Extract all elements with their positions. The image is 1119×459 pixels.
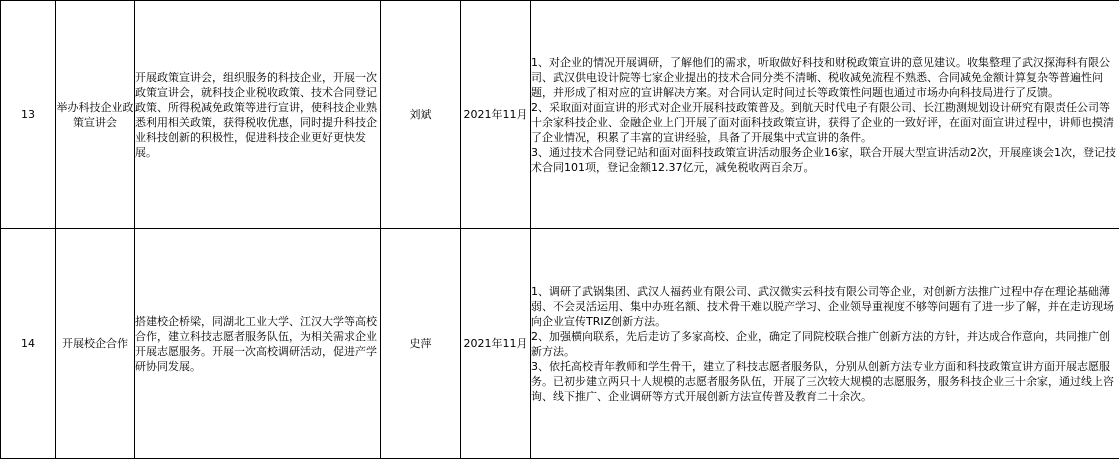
result-paragraph: 1、对企业的情况开展调研，了解他们的需求，听取做好科技和财税政策宣讲的意见建议。收集整理了武汉探海科有限公司、武汉供电设计院等七家企业提出的技术合同分类不清晰、税收减免流程不熟悉、合同减免金额计算复杂等普遍性问题，并形成了相对应的宣讲解决方案。对合同认定时间过长等政策性问题也通过市场办向科技局进行了反馈。 xyxy=(531,55,1110,99)
measures-cell: 开展政策宣讲会，组织服务的科技企业，开展一次政策宣讲会，就科技企业税收政策、技术合同登记政策、所得税减免政策等进行宣讲，使科技企业熟悉利用相关政策，获得税收优惠，同时提升科技企业科技创新的积极性，促进科技企业更好更快发展。 xyxy=(135,1,381,229)
result-paragraph: 3、依托高校青年教师和学生骨干，建立了科技志愿者服务队，分别从创新方法专业方面和科技政策宣讲方面开展志愿服务。已初步建立两只十人规模的志愿者服务队伍，开展了三次较大规模的志愿服务，服务科技企业三十余家，通过线上咨询、线下推广、企业调研等方式开展创新方法宣传普及教育二十余次。 xyxy=(531,359,1114,403)
table-row xyxy=(1,229,1119,459)
results-cell xyxy=(531,1,1119,229)
completion-date-cell: 2021年11月 xyxy=(461,1,531,229)
results-cell xyxy=(531,229,1119,459)
result-paragraph: 2、采取面对面宣讲的形式对企业开展科技政策普及。到航天时代电子有限公司、长江勘测规划设计研究有限责任公司等十余家科技企业、金融企业上门开展了面对面科技政策宣讲，获得了企业的一致好评，在面对面宣讲过程中，讲师也摸清了企业情况，积累了丰富的宣讲经验，具备了开展集中式宣讲的条件。 xyxy=(531,100,1114,144)
table-row xyxy=(1,1,1119,229)
responsible-person-cell: 刘斌 xyxy=(381,1,461,229)
result-paragraph: 2、加强横向联系，先后走访了多家高校、企业，确定了同院校联合推广创新方法的方针，并达成合作意向，共同推广创新方法。 xyxy=(531,329,1110,358)
task-name-cell: 开展校企合作 xyxy=(56,229,135,459)
measures-cell: 搭建校企桥梁，同湖北工业大学、江汉大学等高校合作，建立科技志愿者服务队伍，为相关需求企业开展志愿服务。开展一次高校调研活动，促进产学研协同发展。 xyxy=(135,229,381,459)
row-number-cell: 14 xyxy=(1,229,56,459)
completion-date-cell: 2021年11月 xyxy=(461,229,531,459)
result-paragraph: 3、通过技术合同登记站和面对面科技政策宣讲活动服务企业16家，联合开展大型宣讲活动2次，开展座谈会1次，登记技术合同101项，登记金额12.37亿元，减免税收两百余万。 xyxy=(531,145,1116,174)
row-number-cell: 13 xyxy=(1,1,56,229)
result-paragraph: 1、调研了武锅集团、武汉人福药业有限公司、武汉微实云科技有限公司等企业，对创新方法推广过程中存在理论基础薄弱、不会灵活运用、集中办班名额、技术骨干难以脱产学习、企业领导重视度不够等问题有了进一步了解，并在走访现场向企业宣传TRIZ创新方法。 xyxy=(531,284,1114,328)
task-name-cell: 举办科技企业政策宣讲会 xyxy=(56,1,135,229)
responsible-person-cell: 史萍 xyxy=(381,229,461,459)
